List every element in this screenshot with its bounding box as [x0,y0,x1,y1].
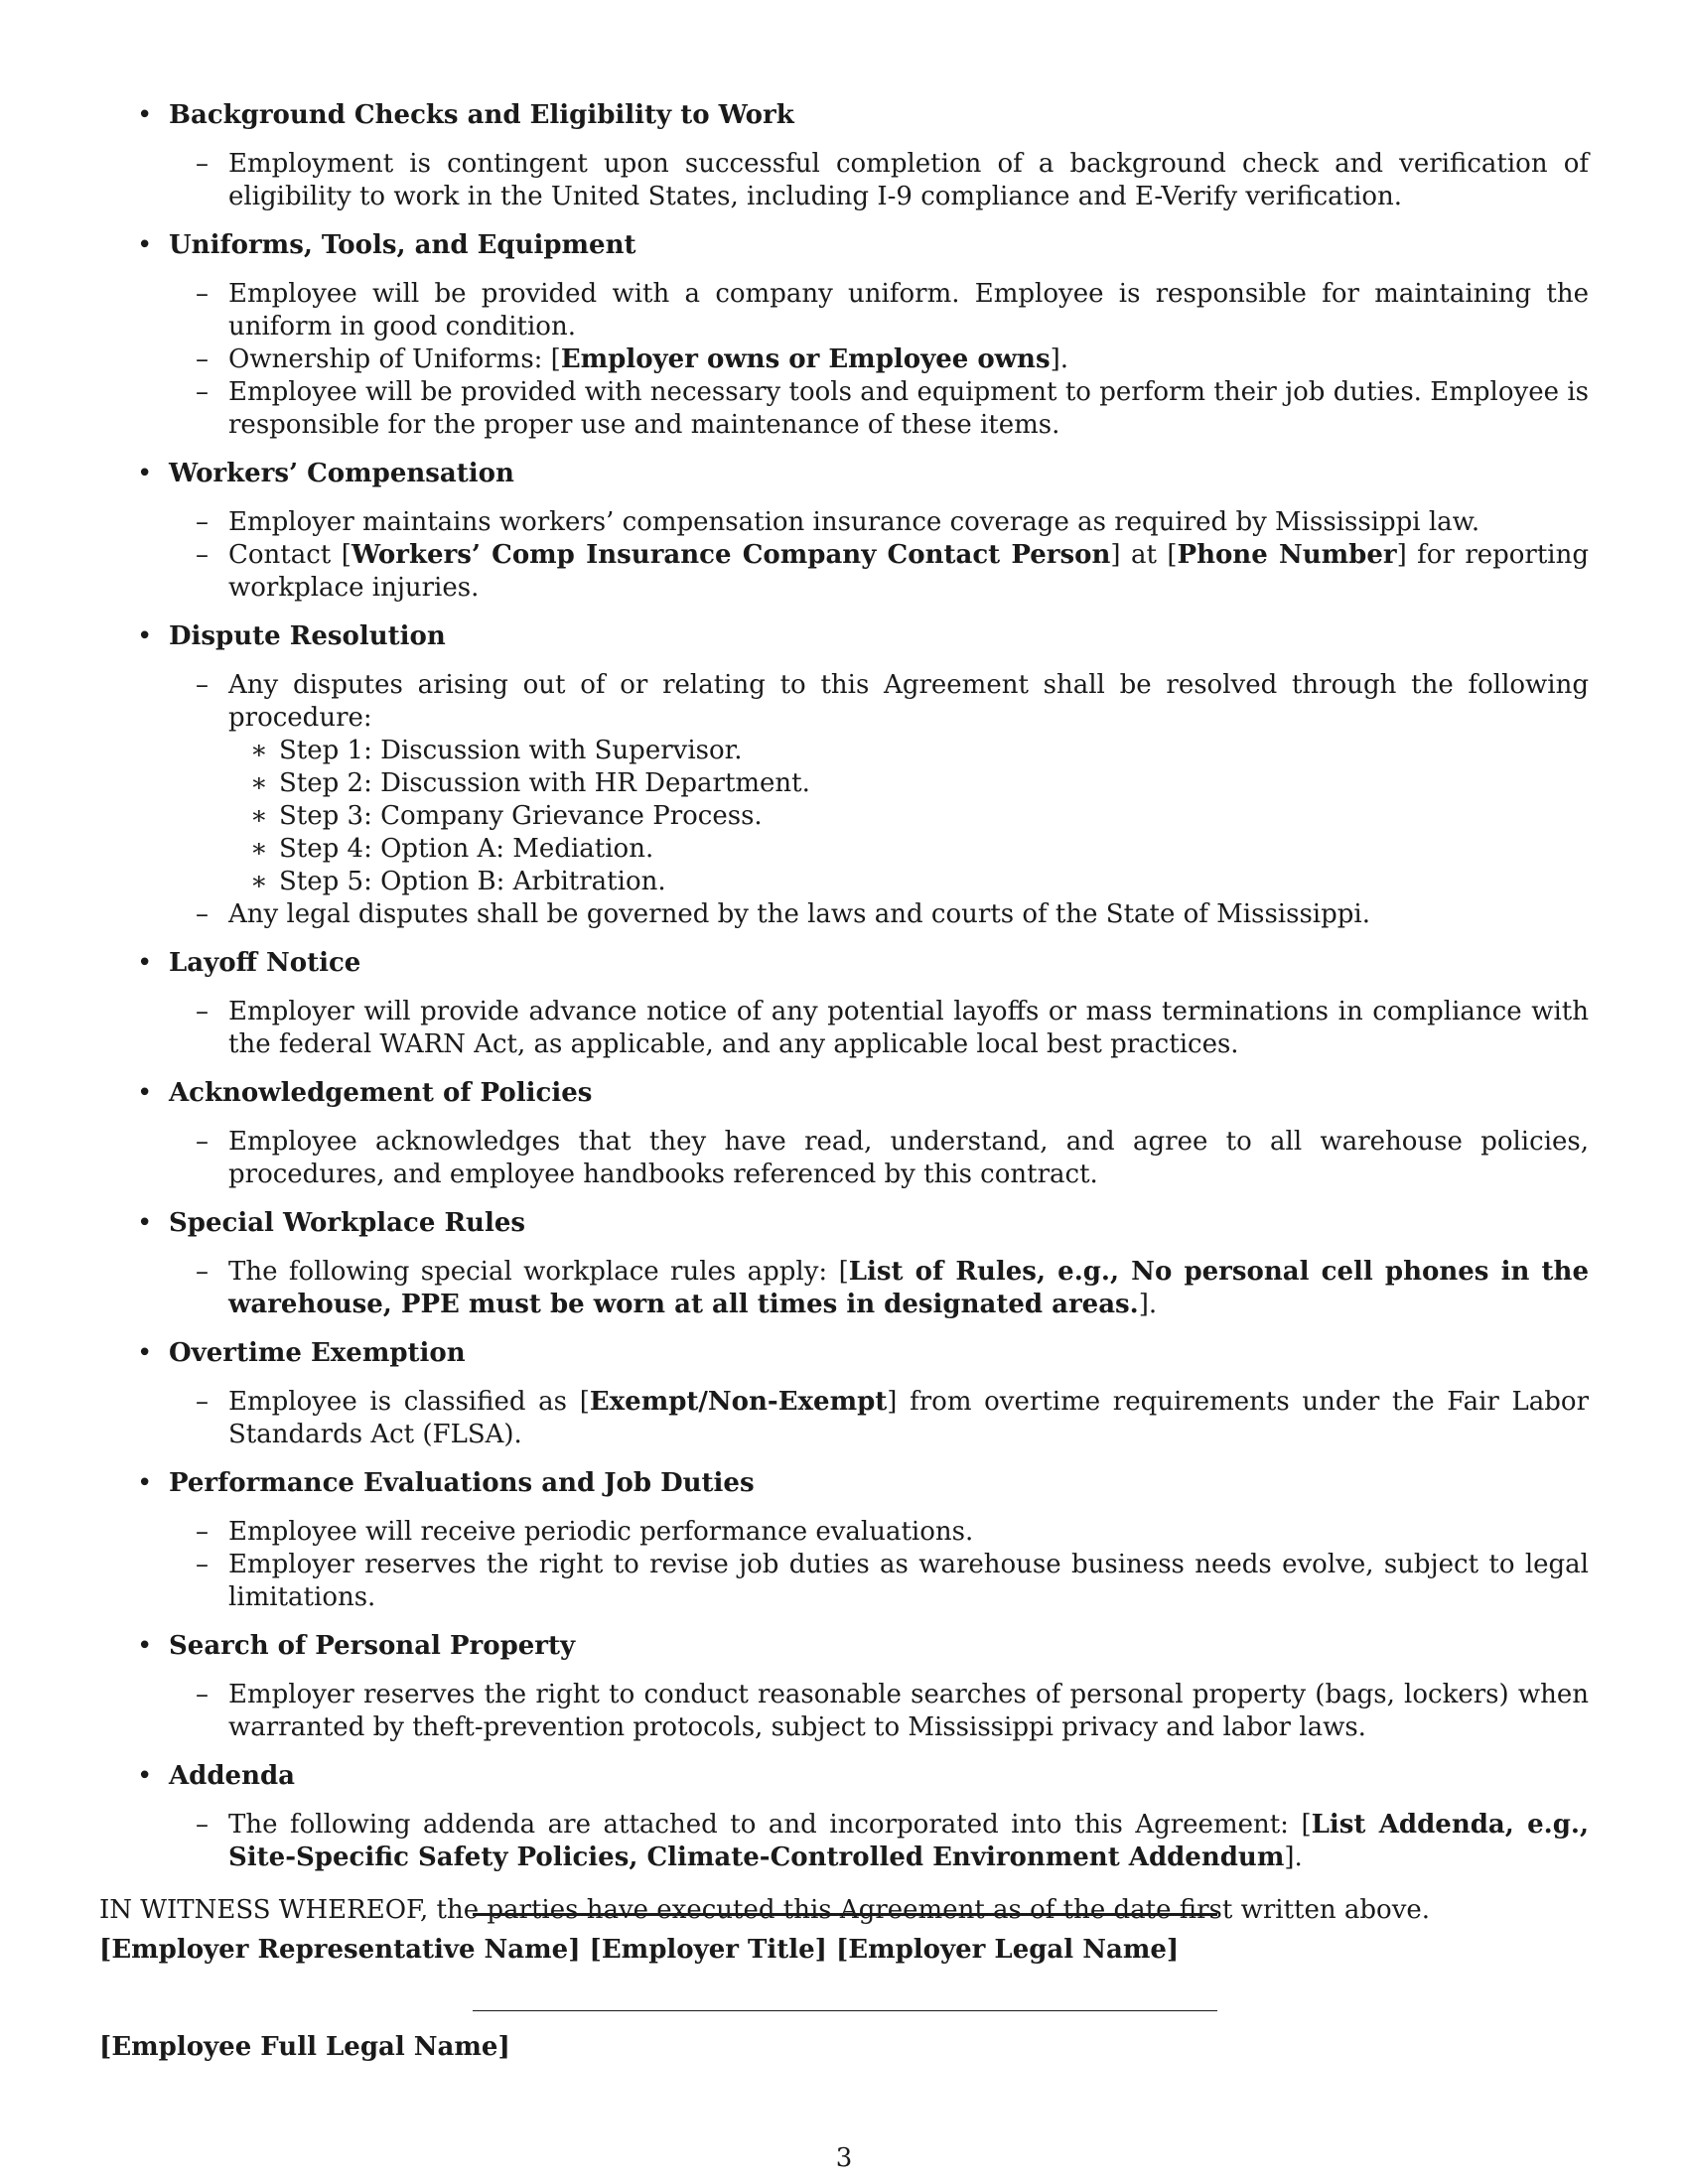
employer-signature-block [99,1934,1179,1967]
text-run: [ [99,2032,112,2062]
list-item [99,343,1589,376]
section [99,1467,1589,1614]
placeholder-field: Workers’ Comp Insurance Company Contact Person [351,540,1111,570]
text-run: Any disputes arising out of or relating to this Agreement shall be resolved through the following procedure: [228,670,1589,733]
text-run: Ownership of Uniforms: [ [228,344,561,374]
sub-list-item [99,767,1589,800]
asterisk-icon: ∗ [250,768,268,798]
sub-list-item [99,800,1589,833]
text-run: Employer maintains workers’ compensation insurance coverage as required by Mississippi law. [228,507,1480,537]
section-heading [99,99,1589,132]
placeholder-field: Employer Representative Name [111,1935,569,1965]
sub-list-item-text: Step 3: Company Grievance Process. [279,801,763,831]
placeholder-field: Phone Number [1177,540,1397,570]
section-heading [99,620,1589,653]
section-heading [99,947,1589,980]
text-run: ]. [1050,344,1069,374]
bullet-icon: • [137,1631,153,1661]
section-heading-text: Dispute Resolution [169,621,446,651]
sub-list-item-text: Step 1: Discussion with Supervisor. [279,736,743,765]
dash-icon: – [196,1257,209,1287]
asterisk-icon: ∗ [250,867,268,896]
sub-list-item-text: Step 2: Discussion with HR Department. [279,768,810,798]
bullet-icon: • [137,100,153,130]
section [99,99,1589,213]
dash-icon: – [196,377,209,407]
section-heading [99,1467,1589,1500]
text-run: ] from overtime requirements under the Fair Labor Standards Act (FLSA). [228,1387,1589,1449]
dash-icon: – [196,899,209,929]
text-run: The following special workplace rules apply: [ [228,1257,849,1287]
text-run: Employee acknowledges that they have read, understand, and agree to all warehouse policies, procedures, and employee handbooks referenced by this contract. [228,1127,1589,1189]
asterisk-icon: ∗ [250,834,268,864]
page-number: 3 [835,2143,853,2173]
placeholder-field: Employee Full Legal Name [111,2032,498,2062]
list-item [99,1549,1589,1614]
employee-signature-line [473,2010,1217,2011]
sub-list-item [99,866,1589,898]
list-item [99,1126,1589,1191]
list-item [99,278,1589,343]
dash-icon: – [196,1550,209,1579]
placeholder-field: Employer owns or Employee owns [560,344,1051,374]
placeholder-field: List Addenda, e.g., Site-Specific Safety Policies, Climate-Controlled Environment Addendum [228,1810,1589,1872]
text-run: Any legal disputes shall be governed by the laws and courts of the State of Mississippi. [228,899,1370,929]
list-item [99,1256,1589,1321]
bullet-icon: • [137,1761,153,1791]
section [99,947,1589,1061]
text-run: ] [1166,1935,1180,1965]
dash-icon: – [196,149,209,179]
placeholder-field: Exempt/Non-Exempt [589,1387,888,1417]
sub-list-item [99,833,1589,866]
bullet-icon: • [137,1208,153,1238]
section [99,1077,1589,1191]
section-heading-text: Performance Evaluations and Job Duties [169,1468,755,1498]
text-run: ] for reporting workplace injuries. [228,540,1590,603]
dash-icon: – [196,1387,209,1417]
asterisk-icon: ∗ [250,736,268,765]
section-heading [99,458,1589,490]
text-run: Employer reserves the right to conduct reasonable searches of personal property (bags, lockers) when warranted by theft-prevention protocols, subject to Mississippi privacy and labor laws. [228,1680,1589,1742]
text-run: Employer reserves the right to revise job duties as warehouse business needs evolve, subject to legal limitations. [228,1550,1589,1612]
section-heading-text: Addenda [169,1761,296,1791]
text-run: Employee will receive periodic performance evaluations. [228,1517,974,1547]
section [99,1630,1589,1744]
asterisk-icon: ∗ [250,801,268,831]
list-item [99,148,1589,213]
document-body [99,99,1589,1890]
text-run: ]. [1284,1843,1303,1872]
list-item [99,669,1589,735]
section-heading-text: Acknowledgement of Policies [169,1078,593,1108]
section-heading-text: Layoff Notice [169,948,361,978]
bullet-icon: • [137,1468,153,1498]
section-heading [99,1337,1589,1370]
section [99,1207,1589,1321]
text-run: Employee is classified as [ [228,1387,590,1417]
placeholder-field: Employer Legal Name [848,1935,1167,1965]
section [99,458,1589,605]
witness-statement: IN WITNESS WHEREOF, the parties have executed this Agreement as of the date first written above. [99,1895,1431,1925]
section [99,620,1589,931]
witness-statement-wrap [99,1894,1589,1927]
section-heading [99,1077,1589,1110]
dash-icon: – [196,344,209,374]
placeholder-field: List of Rules, e.g., No personal cell phones in the warehouse, PPE must be worn at all times in designated areas. [228,1257,1589,1319]
list-item [99,898,1589,931]
bullet-icon: • [137,1078,153,1108]
dash-icon: – [196,670,209,700]
text-run: Employer will provide advance notice of any potential layoffs or mass terminations in compliance with the federal WARN Act, as applicable, and any applicable local best practices. [228,997,1589,1059]
section-heading-text: Special Workplace Rules [169,1208,526,1238]
text-run: ] [497,2032,510,2062]
list-item [99,1386,1589,1451]
dash-icon: – [196,997,209,1026]
dash-icon: – [196,1517,209,1547]
section-heading [99,1207,1589,1240]
dash-icon: – [196,540,209,570]
list-item [99,1516,1589,1549]
bullet-icon: • [137,230,153,260]
dash-icon: – [196,1810,209,1840]
placeholder-field: Employer Title [601,1935,815,1965]
section-heading [99,1630,1589,1663]
bullet-icon: • [137,621,153,651]
text-run: Employment is contingent upon successful completion of a background check and verification of eligibility to work in the United States, including I-9 compliance and E-Verify verification. [228,149,1589,211]
section-heading-text: Search of Personal Property [169,1631,576,1661]
section [99,1760,1589,1874]
dash-icon: – [196,279,209,309]
text-run: ] at [ [1110,540,1178,570]
employer-signature-line [473,1913,1217,1916]
section [99,1337,1589,1451]
dash-icon: – [196,1680,209,1709]
text-run: ] [ [568,1935,602,1965]
sub-list-item [99,735,1589,767]
sub-list-item-text: Step 5: Option B: Arbitration. [279,867,666,896]
section-heading-text: Overtime Exemption [169,1338,466,1368]
list-item [99,506,1589,539]
dash-icon: – [196,507,209,537]
text-run: Employee will be provided with a company uniform. Employee is responsible for maintaining the uniform in good condition. [228,279,1589,341]
sub-list-item-text: Step 4: Option A: Mediation. [279,834,654,864]
section [99,229,1589,442]
bullet-icon: • [137,948,153,978]
list-item [99,996,1589,1061]
bullet-icon: • [137,1338,153,1368]
section-heading [99,1760,1589,1793]
employee-signature-block [99,2031,510,2064]
section-heading-text: Uniforms, Tools, and Equipment [169,230,636,260]
text-run: ]. [1138,1290,1158,1319]
list-item [99,1809,1589,1874]
list-item [99,376,1589,442]
section-heading-text: Background Checks and Eligibility to Work [169,100,794,130]
list-item [99,539,1589,605]
text-run: The following addenda are attached to and incorporated into this Agreement: [ [228,1810,1312,1840]
text-run: Contact [ [228,540,352,570]
section-heading [99,229,1589,262]
text-run: ] [ [814,1935,849,1965]
list-item [99,1679,1589,1744]
section-heading-text: Workers’ Compensation [169,459,514,488]
text-run: Employee will be provided with necessary tools and equipment to perform their job duties. Employee is responsible for the proper use and maintenance of these items. [228,377,1589,440]
dash-icon: – [196,1127,209,1157]
text-run: [ [99,1935,112,1965]
bullet-icon: • [137,459,153,488]
